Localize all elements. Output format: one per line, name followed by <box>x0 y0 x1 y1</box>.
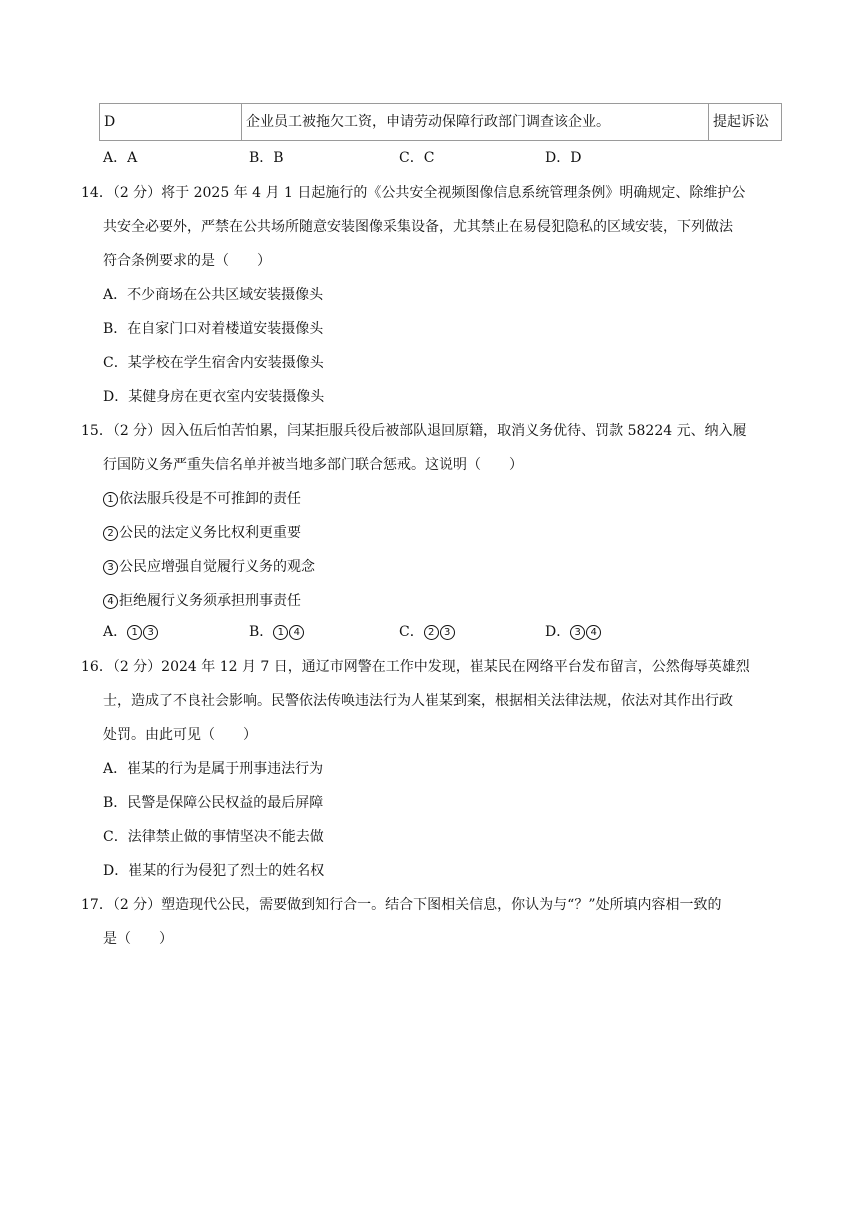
q14-option-c[interactable]: C．某学校在学生宿舍内安装摄像头 <box>103 355 324 371</box>
q15-statement-2 <box>103 523 301 543</box>
option-letter: A． <box>103 624 128 640</box>
option-letter: B． <box>249 624 274 640</box>
table-cell-result: 提起诉讼 <box>709 104 782 141</box>
statement-text: 依法服兵役是不可推卸的责任 <box>119 491 301 507</box>
q17-stem-line: 是（ ） <box>103 931 173 947</box>
q16-stem-line: 16．（2 分）2024 年 12 月 7 日，通辽市网警在工作中发现，崔某民在网络平台发布留言，公然侮辱英雄烈 <box>81 659 750 675</box>
q17-stem-line: 17．（2 分）塑造现代公民，需要做到知行合一。结合下图相关信息，你认为与“？”处所填内容相一致的 <box>81 897 722 913</box>
q14-option-d[interactable]: D．某健身房在更衣室内安装摄像头 <box>103 389 325 405</box>
circled-number: 2 <box>424 625 439 640</box>
q15-option-c[interactable] <box>399 622 456 642</box>
q13-option-d[interactable]: D．D <box>545 150 582 166</box>
statement-text: 拒绝履行义务须承担刑事责任 <box>119 593 301 609</box>
q16-option-a[interactable]: A．崔某的行为是属于刑事违法行为 <box>103 761 324 777</box>
statement-text: 公民的法定义务比权利更重要 <box>119 525 301 541</box>
circled-number: 4 <box>289 625 304 640</box>
circled-number: 3 <box>440 625 455 640</box>
q15-option-b[interactable] <box>249 622 305 642</box>
circled-number: 1 <box>103 492 118 507</box>
circled-number: 4 <box>586 625 601 640</box>
circled-number: 1 <box>273 625 288 640</box>
q14-option-a[interactable]: A．不少商场在公共区域安装摄像头 <box>103 287 324 303</box>
circled-number: 3 <box>103 560 118 575</box>
q16-option-b[interactable]: B．民警是保障公民权益的最后屏障 <box>103 795 324 811</box>
q15-option-d[interactable] <box>545 622 602 642</box>
q16-stem-line: 士，造成了不良社会影响。民警依法传唤违法行为人崔某到案，根据相关法律法规，依法对其作出行政 <box>103 693 733 709</box>
q16-option-d[interactable]: D．崔某的行为侵犯了烈士的姓名权 <box>103 863 325 879</box>
q15-statement-1 <box>103 489 301 509</box>
statement-text: 公民应增强自觉履行义务的观念 <box>119 559 315 575</box>
q15-statement-3 <box>103 557 315 577</box>
option-table <box>99 103 782 141</box>
q14-stem-line: 符合条例要求的是（ ） <box>103 253 271 269</box>
q14-stem-line: 14．（2 分）将于 2025 年 4 月 1 日起施行的《公共安全视频图像信息系统管理条例》明确规定、除维护公 <box>81 185 746 201</box>
q13-option-a[interactable]: A．A <box>103 150 138 166</box>
circled-number: 1 <box>127 625 142 640</box>
circled-number: 3 <box>143 625 158 640</box>
q15-statement-4 <box>103 591 301 611</box>
circled-number: 4 <box>103 594 118 609</box>
q14-option-b[interactable]: B．在自家门口对着楼道安装摄像头 <box>103 321 324 337</box>
q15-option-a[interactable] <box>103 622 159 642</box>
option-letter: D． <box>545 624 571 640</box>
circled-number: 3 <box>570 625 585 640</box>
table-cell-option: D <box>100 104 242 141</box>
table-row <box>100 104 782 141</box>
option-letter: C． <box>399 624 424 640</box>
q14-stem-line: 共安全必要外，严禁在公共场所随意安装图像采集设备，尤其禁止在易侵犯隐私的区域安装，下列做法 <box>103 219 733 235</box>
q13-option-c[interactable]: C．C <box>399 150 435 166</box>
q16-stem-line: 处罚。由此可见（ ） <box>103 727 257 743</box>
q15-stem-line: 行国防义务严重失信名单并被当地多部门联合惩戒。这说明（ ） <box>103 457 523 473</box>
q16-option-c[interactable]: C．法律禁止做的事情坚决不能去做 <box>103 829 324 845</box>
q15-stem-line: 15．（2 分）因入伍后怕苦怕累，闫某拒服兵役后被部队退回原籍，取消义务优待、罚款 58224 元、纳入履 <box>81 423 747 439</box>
q13-option-b[interactable]: B．B <box>249 150 284 166</box>
table-cell-description: 企业员工被拖欠工资，申请劳动保障行政部门调查该企业。 <box>242 104 709 141</box>
circled-number: 2 <box>103 526 118 541</box>
